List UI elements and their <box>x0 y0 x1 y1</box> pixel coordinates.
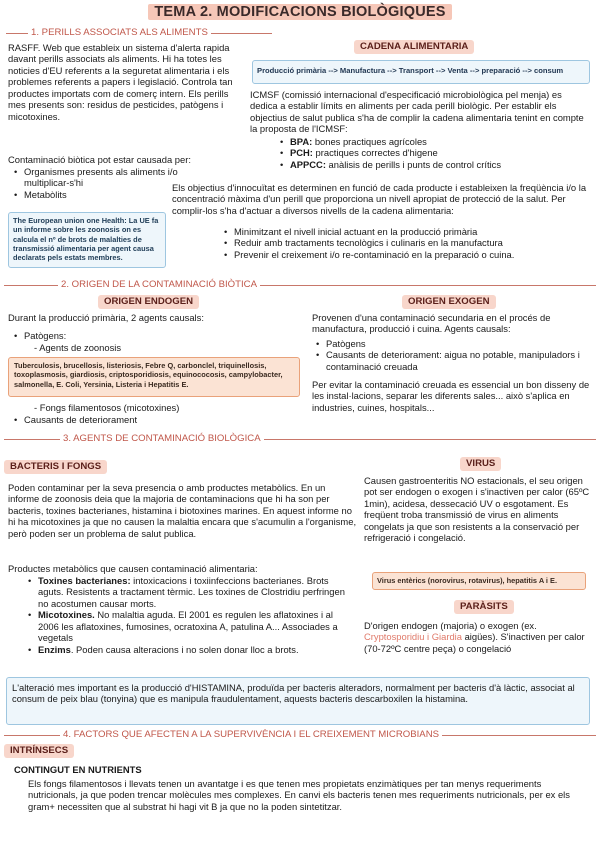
section-2-header <box>4 279 596 291</box>
list-item: • Enzims. Poden causa alteracions i no solen donar lloc a brots. <box>26 644 354 655</box>
bacteris-p1: Poden contaminar per la seva presencia o amb productes metabòlics. En un informe de zoonosis deia que la majoria de contaminacions que hi ha son per bacteris, toxines bacterianes, histamina i biotoxines marines. En aquest informe no hi ha micotoxines ja que no causen la malaltia encara que s'acumulin a l'organisme, però poden ser un problema de salut publica. <box>8 482 357 539</box>
bacteris-p2: Productes metabòlics que causen contaminació alimentaria: <box>8 563 258 574</box>
list-item: • Causants de deteriorament <box>12 414 252 425</box>
list-item: • Toxines bacterianes: intoxicacions i toxiinfeccions bacterianes. Brots aguts. Resistents a tractament tèrmic. Les toxines de Clostridiu perfringen no acostumen causar morts. <box>26 575 354 609</box>
list-item: • Organismes presents als aliments i/o multiplicar-s'hi <box>12 166 182 189</box>
one-health-text: The European union one Health: La UE fa un informe sobre les zoonosis on es calcula el nº de brots de malalties de transmissió alimentaria per agent causa declarats pels estats membres. <box>13 216 159 262</box>
list-item: • Micotoxines. No malaltia aguda. El 2001 es regulen les aflatoxines i al 2006 les aflatoxines, fumosines, ocratoxina A, patulina A... Associades a vegetals <box>26 609 354 643</box>
list-item: • Causants de deteriorament: aigua no potable, manipuladors i contaminació creuada <box>314 349 590 372</box>
zoonosis-label: - Agents de zoonosis <box>34 342 122 353</box>
list-item: • APPCC: anàlisis de perills i punts de control crítics <box>278 159 588 170</box>
list-item: • Patògens <box>314 338 590 349</box>
bacteris-fongs-tag: BACTERIS I FONGS <box>4 460 107 474</box>
origen-exogen-tag: ORIGEN EXOGEN <box>402 295 496 309</box>
bacteris-list <box>26 575 354 655</box>
endogen-intro: Durant la producció primària, 2 agents causals: <box>8 312 204 323</box>
icmsf-text: ICMSF (comissió internacional d'especificació microbiològica pel menja) es dedica a establir límits en aliments per cada perill biològic. Per establir els objectius de salut publica s'ha de complir la cadena alimentaria tenint en compte la proposta de l'ICMSF: <box>250 89 584 135</box>
parasits-tag: PARÀSITS <box>454 600 514 614</box>
list-item: • Patògens: <box>12 330 212 341</box>
cadena-alimentaria-tag: CADENA ALIMENTARIA <box>354 40 474 54</box>
list-item: • Metabòlits <box>12 189 182 200</box>
list-item: • BPA: bones practiques agrícoles <box>278 136 588 147</box>
zoonosis-list-text: Tuberculosis, brucellosis, listeriosis, Febre Q, carbonclel, triquinellosis, toxoplasmosis, giardiosis, criptosporidiosis, equinococosis, campylobacter, salmonella, E. Coli, Yersinia, Listeria i Hepatitis E. <box>14 361 283 389</box>
icmsf-list <box>278 136 588 170</box>
rasff-text: RASFF. Web que estableix un sistema d'alerta rapida davant perills associats als aliments. Hi ha totes les noticies d'EU referents a la seguretat alimentaria i els problemes referents a papers i legislació. Controla tan productes importats com de comerç intern. Els perills mes presents son: residus de pesticides, patògens i micotoxines. <box>8 42 233 122</box>
exogen-intro: Provenen d'una contaminació secundaria en el procés de manufactura, producció i cuina. Agents causals: <box>312 312 551 335</box>
objectius-list <box>222 226 592 260</box>
virus-box <box>372 572 586 590</box>
virus-box-text: Virus entèrics (norovirus, rotavirus), hepatitis A i E. <box>377 576 558 585</box>
histamina-box <box>6 677 590 725</box>
zoonosis-box <box>8 357 300 397</box>
section-1-header <box>6 27 272 39</box>
cadena-flow-text: Producció primària --> Manufactura --> Transport --> Venta --> preparació --> consum <box>257 66 564 75</box>
cadena-flow-box <box>252 60 590 84</box>
parasits-text: D'origen endogen (majoria) o exogen (ex. Cryptosporidiu i Giardia aigües). S'inactiven per calor (70-72ºC centre peça) o congelació <box>364 620 585 654</box>
origen-endogen-tag: ORIGEN ENDOGEN <box>98 295 199 309</box>
patogens-list <box>12 330 212 341</box>
section-3-heading: 3. AGENTS DE CONTAMINACIÓ BIOLÒGICA <box>60 433 264 445</box>
contaminacio-list <box>12 166 182 200</box>
objectius-text: Els objectius d'innocuïtat es determinen en funció de cada producte i estableixen la freqüència i/o la concentració màxima d'un perill que proporciona un nivell apropiat de protecció de la salut. Per complir-los s'ha d'actuar a diversos nivells de la cadena alimentaria: <box>172 182 587 216</box>
list-item: • Minimitzant el nivell inicial actuant en la producció primària <box>222 226 592 237</box>
fongs-label: - Fongs filamentosos (micotoxines) <box>34 402 180 413</box>
histamina-text: L'alteració mes important es la producció d'HISTAMINA, produïda per bacteris alteradors, normalment per bacteris d'à làctic, associat al consum de peix blau (tonyina) que es manipula fraudulentament, aquests bacteris descarboxilen la histamina. <box>12 682 575 705</box>
one-health-box <box>8 212 166 268</box>
page-title: TEMA 2. MODIFICACIONS BIOLÒGIQUES <box>0 4 600 22</box>
contaminacio-intro: Contaminació biòtica pot estar causada per: <box>8 154 191 165</box>
section-2-heading: 2. ORIGEN DE LA CONTAMINACIÓ BIÒTICA <box>58 279 260 291</box>
nutrients-title: CONTINGUT EN NUTRIENTS <box>14 764 142 775</box>
intrinsecs-tag: INTRÍNSECS <box>4 744 74 758</box>
exogen-list <box>314 338 590 372</box>
exogen-outro: Per evitar la contaminació creuada es essencial un bon disseny de les instal·lacions, separar les diferents sales... això s'aplica en industries, cuines, hospitals... <box>312 379 590 413</box>
list-item: • PCH: practiques correctes d'higene <box>278 147 588 158</box>
nutrients-text: Els fongs filamentosos i llevats tenen un avantatge i es que tenen mes propietats enzimàtiques per tan menys requeriments nutricionals, ja que poden trencar molècules mes complexes. En canvi els bacteris tenen mes requeriments nutricionals, per ex els gram+ necessiten que al substrat hi hagi vit B ja que no la poden sintetitzar. <box>28 778 570 812</box>
section-3-header <box>4 433 596 445</box>
section-4-header <box>4 729 596 741</box>
section-1-heading: 1. PERILLS ASSOCIATS ALS ALIMENTS <box>28 27 211 39</box>
deteriorament-list <box>12 414 252 425</box>
virus-tag: VIRUS <box>460 457 501 471</box>
virus-text: Causen gastroenteritis NO estacionals, el seu origen pot ser endogen o exogen i s'inactiven per calor (65ºC 1min), acidesa, dessecació UV o esgotament. Es freqüent troba transmissió de virus en aliments congelats ja que son resistents a la conservació per refrigeració i congelació. <box>364 475 590 544</box>
section-4-heading: 4. FACTORS QUE AFECTEN A LA SUPERVIVÈNCIA I EL CREIXEMENT MICROBIANS <box>60 729 442 741</box>
parasits-pink-text: Cryptosporidiu i Giardia <box>364 631 462 643</box>
list-item: • Reduir amb tractaments tecnològics i culinaris en la manufactura <box>222 237 592 248</box>
list-item: • Prevenir el creixement i/o re-contaminació en la preparació o cuina. <box>222 249 592 260</box>
